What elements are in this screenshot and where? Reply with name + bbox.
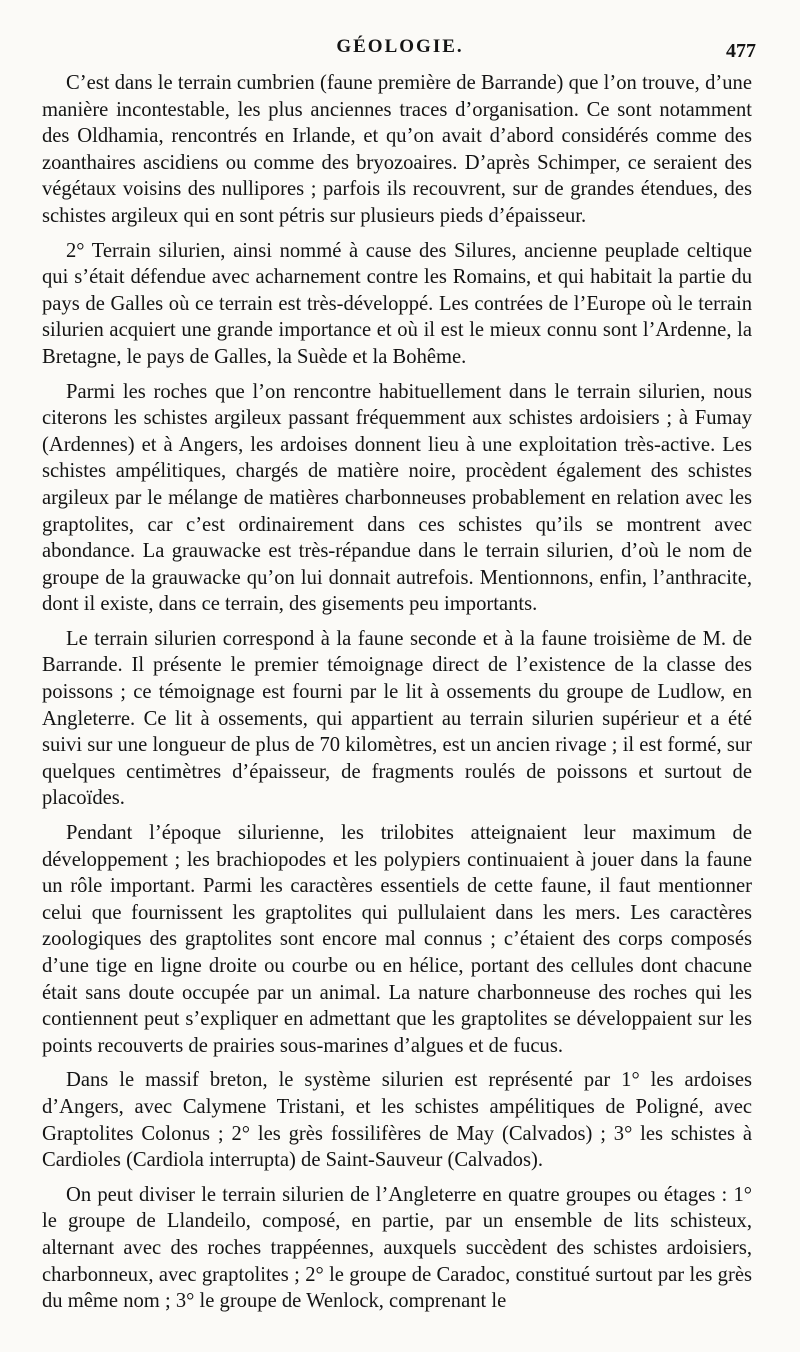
paragraph-roches: Parmi les roches que l’on rencontre habituellement dans le terrain silurien, nous citerons les schistes argileux passant fréquemment aux schistes ardoisiers ; à Fumay (Ardennes) et à Angers, les ardoises donnent lieu à une exploitation très-active. Les schistes ampélitiques, chargés de matière noire, procèdent également des schistes argileux par le mélange de matières charbonneuses probablement en relation avec les graptolites, car c’est ordinairement dans ces schistes qu’ils se montrent avec abondance. La grauwacke est très-répandue dans le terrain silurien, d’où le nom de groupe de la grauwacke qu’on lui donnait autrefois. Mentionnons, enfin, l’anthracite, dont il existe, dans ce terrain, des gisements peu importants. [42, 380, 752, 616]
paragraph-epoque-silurienne: Pendant l’époque silurienne, les trilobites atteignaient leur maximum de développement ; les brachiopodes et les polypiers continuaient à jouer dans la faune un rôle important. Parmi les caractères essentiels de cette faune, il faut mentionner celui que fournissent les graptolites qui pullulaient dans les mers. Les caractères zoologiques des graptolites sont encore mal connus ; c’étaient des corps composés d’une tige en ligne droite ou courbe ou en hélice, portant des cellules dont chacune était sans doute occupée par un animal. La nature charbonneuse des roches qui les contiennent peut s’expliquer en admettant que les graptolites se développaient sur les points recouverts de prairies sous-marines d’algues et de fucus. [42, 822, 752, 1057]
running-head [38, 36, 762, 66]
paragraph-faune: Le terrain silurien correspond à la faune seconde et à la faune troisième de M. de Barrande. Il présente le premier témoignage direct de l’existence de la classe des poissons ; ce témoignage est fourni par le lit à ossements du groupe de Ludlow, en Angleterre. Ce lit à ossements, qui appartient au terrain silurien supérieur et a été suivi sur une longueur de plus de 70 kilomètres, est un ancien rivage ; il est formé, sur quelques centimètres d’épaisseur, de fragments roulés de poissons et surtout de placoïdes. [42, 627, 752, 810]
running-title: GÉOLOGIE. [336, 36, 464, 57]
paragraph-cumbrien: C’est dans le terrain cumbrien (faune première de Barrande) que l’on trouve, d’une manière incontestable, les plus anciennes traces d’organisation. Ce sont notamment des Oldhamia, rencontrés en Irlande, et qu’on avait d’abord considérés comme des zoanthaires ascidiens ou comme des bryozoaires. D’après Schimper, ce seraient des végétaux voisins des nullipores ; parfois ils recouvrent, sur de grandes étendues, des schistes argileux qui en sont pétris sur plusieurs pieds d’épaisseur. [42, 72, 752, 227]
paragraph-terrain-silurien: 2° Terrain silurien, ainsi nommé à cause des Silures, ancienne peuplade celtique qui s’était défendue avec acharnement contre les Romains, et qui habitait la partie du pays de Galles où ce terrain est très-développé. Les contrées de l’Europe où le terrain silurien acquiert une grande importance et où il est le mieux connu sont l’Ardenne, la Bretagne, le pays de Galles, la Suède et la Bohême. [42, 239, 752, 368]
paragraph-massif-breton: Dans le massif breton, le système silurien est représenté par 1° les ardoises d’Angers, avec Calymene Tristani, et les schistes ampélitiques de Poligné, avec Graptolites Colonus ; 2° les grès fossilifères de May (Calvados) ; 3° les schistes à Cardioles (Cardiola interrupta) de Saint-Sauveur (Calvados). [42, 1069, 752, 1172]
paragraph-angleterre: On peut diviser le terrain silurien de l’Angleterre en quatre groupes ou étages : 1° le groupe de Llandeilo, composé, en partie, par un ensemble de lits schisteux, alternant avec des roches trappéennes, auxquels succèdent des schistes ardoisiers, charbonneux, avec graptolites ; 2° le groupe de Caradoc, constitué surtout par les grès du même nom ; 3° le groupe de Wenlock, comprenant le [42, 1183, 752, 1313]
page-number: 477 [726, 40, 756, 62]
body-text [42, 70, 752, 1323]
